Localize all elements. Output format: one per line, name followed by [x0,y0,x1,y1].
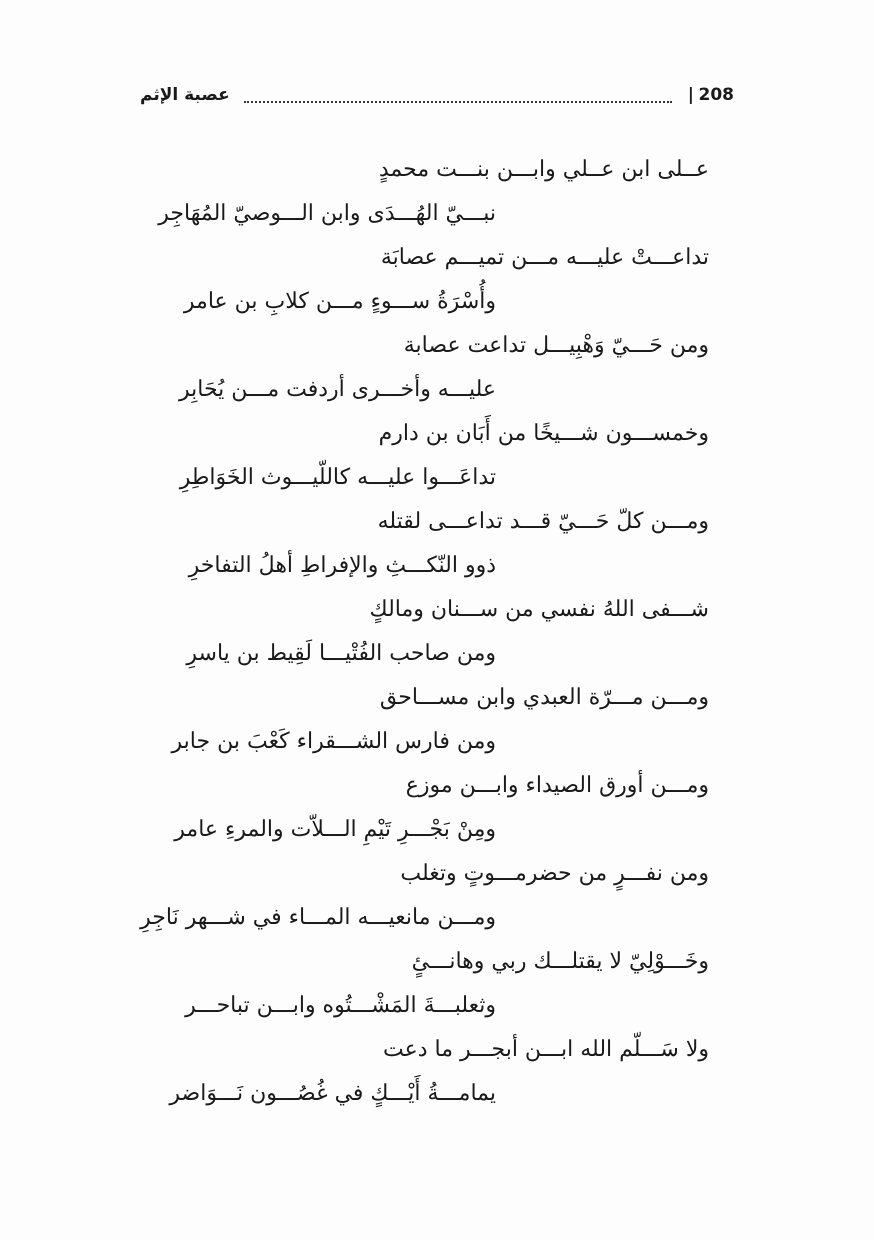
verse-line: تداعَـــوا عليـــه كاللّيـــوث الخَوَاطِرِ [179,465,496,490]
verse-line: يمامـــةُ أَيْـــكٍ في غُصُـــون نَـــوَاضر [169,1081,496,1106]
verse-line: ومـــن مانعيـــه المـــاء في شـــهر نَاجِرِ [140,905,496,930]
verse-line: وثعلبـــةَ المَشْـــتُوه وابـــن تباحـــر [185,993,496,1018]
verse-line: ومـــن أورق الصيداء وابـــن موزع [405,773,709,798]
verse-line: عــلى ابن عــلي وابـــن بنـــت محمدٍ [378,157,709,182]
verse-line: ومـــن كلّ حَـــيّ قـــد تداعـــى لقتله [377,509,709,534]
verse-line: وخمســـون شـــيخًا من أَبَان بن دارم [378,421,709,446]
verse-line: شـــفى اللهُ نفسي من ســـنان ومالكٍ [369,597,709,622]
verse-line: عليـــه وأخـــرى أردفت مـــن يُحَابِر [179,377,496,402]
verse-line: نبـــيّ الهُـــدَى وابن الـــوصيّ المُهَاجِر [158,201,496,226]
verse-line: وخَـــوْلِيّ لا يقتلـــك ربي وهانـــئٍ [411,949,709,974]
verse-line: ومن نفـــرٍ من حضرمـــوتٍ وتغلب [400,861,709,886]
header-separator: | [687,85,694,105]
verse-line: ومِنْ بَجْـــرِ تَيْمِ الـــلاّت والمرءِ عامر [174,817,496,842]
verse-line: وأُسْرَةُ ســـوءٍ مـــن كلابِ بن عامر [183,289,496,314]
page-number: 208 [698,85,734,105]
verse-line: تداعـــتْ عليـــه مـــن تميـــم عصابَة [380,245,709,270]
verse-line: ومـــن مـــرّة العبدي وابن مســـاحق [379,685,709,710]
verse-line: ولا سَـــلّم الله ابـــن أبجـــر ما دعت [383,1037,709,1062]
verse-line: ذوو النّكـــثِ والإفراطِ أهلُ التفاخرِ [188,553,496,578]
verse-line: ومن فارس الشـــقراء كَعْبَ بن جابر [171,729,496,754]
book-title: عصبة الإثم [140,85,230,105]
verse-line: ومن حَـــيّ وَهْبِيـــل تداعت عصابة [403,333,709,358]
verse-line: ومن صاحب الفُتْيـــا لَقِيط بن ياسرِ [186,641,496,666]
